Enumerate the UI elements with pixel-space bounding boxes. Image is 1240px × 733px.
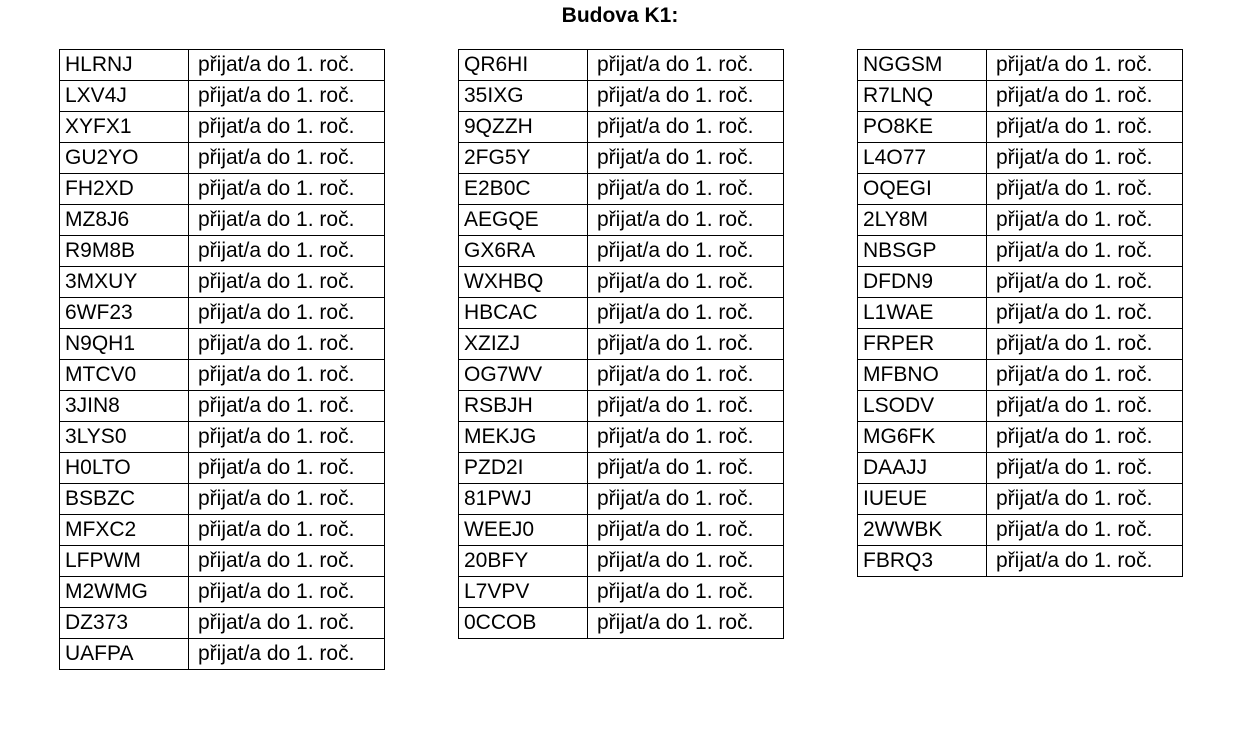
applicant-code: 0CCOB — [459, 608, 588, 639]
applicant-code: DZ373 — [60, 608, 189, 639]
admission-status: přijat/a do 1. roč. — [987, 546, 1183, 577]
table-row — [459, 236, 784, 267]
table-row — [459, 267, 784, 298]
table-row — [459, 546, 784, 577]
admission-status: přijat/a do 1. roč. — [189, 422, 385, 453]
applicant-code: 2LY8M — [858, 205, 987, 236]
applicant-code: GU2YO — [60, 143, 189, 174]
table-row — [858, 453, 1183, 484]
admission-status: přijat/a do 1. roč. — [588, 50, 784, 81]
table-row — [858, 143, 1183, 174]
table-row — [60, 205, 385, 236]
admission-status: přijat/a do 1. roč. — [987, 360, 1183, 391]
admission-status: přijat/a do 1. roč. — [588, 546, 784, 577]
table-row — [858, 50, 1183, 81]
table-row — [858, 112, 1183, 143]
admission-status: přijat/a do 1. roč. — [588, 205, 784, 236]
applicant-code: LFPWM — [60, 546, 189, 577]
applicant-code: DAAJJ — [858, 453, 987, 484]
applicant-code: MZ8J6 — [60, 205, 189, 236]
table-row — [459, 329, 784, 360]
table-row — [858, 422, 1183, 453]
applicant-code: 9QZZH — [459, 112, 588, 143]
table-row — [858, 360, 1183, 391]
admission-status: přijat/a do 1. roč. — [588, 453, 784, 484]
table-row — [858, 81, 1183, 112]
applicant-code: MFXC2 — [60, 515, 189, 546]
applicant-code: PO8KE — [858, 112, 987, 143]
applicant-code: 3MXUY — [60, 267, 189, 298]
table-row — [459, 422, 784, 453]
admission-status: přijat/a do 1. roč. — [588, 267, 784, 298]
admission-status: přijat/a do 1. roč. — [189, 143, 385, 174]
table-row — [459, 50, 784, 81]
applicant-code: 81PWJ — [459, 484, 588, 515]
table-row — [858, 329, 1183, 360]
applicant-code: QR6HI — [459, 50, 588, 81]
table-row — [60, 298, 385, 329]
applicant-code: MEKJG — [459, 422, 588, 453]
admission-status: přijat/a do 1. roč. — [189, 205, 385, 236]
applicant-code: BSBZC — [60, 484, 189, 515]
admission-status: přijat/a do 1. roč. — [588, 236, 784, 267]
applicant-code: 20BFY — [459, 546, 588, 577]
table-row — [858, 267, 1183, 298]
applicant-code: M2WMG — [60, 577, 189, 608]
table-row — [60, 639, 385, 670]
table-row — [858, 298, 1183, 329]
admission-status: přijat/a do 1. roč. — [987, 515, 1183, 546]
admission-status: přijat/a do 1. roč. — [189, 267, 385, 298]
admission-status: přijat/a do 1. roč. — [189, 484, 385, 515]
admission-status: přijat/a do 1. roč. — [189, 329, 385, 360]
admission-status: přijat/a do 1. roč. — [987, 112, 1183, 143]
admission-status: přijat/a do 1. roč. — [189, 236, 385, 267]
applicant-code: L1WAE — [858, 298, 987, 329]
admission-status: přijat/a do 1. roč. — [588, 484, 784, 515]
admission-status: přijat/a do 1. roč. — [189, 546, 385, 577]
applicant-code: PZD2I — [459, 453, 588, 484]
admission-status: přijat/a do 1. roč. — [987, 484, 1183, 515]
table-row — [60, 422, 385, 453]
applicant-code: HLRNJ — [60, 50, 189, 81]
admission-status: přijat/a do 1. roč. — [189, 577, 385, 608]
applicant-code: FBRQ3 — [858, 546, 987, 577]
admission-status: přijat/a do 1. roč. — [189, 50, 385, 81]
applicant-code: OQEGI — [858, 174, 987, 205]
admission-status: přijat/a do 1. roč. — [987, 329, 1183, 360]
applicant-code: WXHBQ — [459, 267, 588, 298]
table-row — [459, 577, 784, 608]
admission-status: přijat/a do 1. roč. — [987, 422, 1183, 453]
applicant-code: 3LYS0 — [60, 422, 189, 453]
table-row — [858, 391, 1183, 422]
table-row — [60, 50, 385, 81]
applicant-code: 35IXG — [459, 81, 588, 112]
applicant-code: GX6RA — [459, 236, 588, 267]
admission-status: přijat/a do 1. roč. — [987, 391, 1183, 422]
table-row — [60, 143, 385, 174]
applicant-code: AEGQE — [459, 205, 588, 236]
table-row — [858, 205, 1183, 236]
table-row — [459, 515, 784, 546]
applicant-code: LSODV — [858, 391, 987, 422]
admission-status: přijat/a do 1. roč. — [189, 81, 385, 112]
applicant-code: XYFX1 — [60, 112, 189, 143]
admission-table-2 — [458, 49, 784, 639]
admission-status: přijat/a do 1. roč. — [588, 298, 784, 329]
applicant-code: E2B0C — [459, 174, 588, 205]
admission-status: přijat/a do 1. roč. — [588, 391, 784, 422]
applicant-code: MG6FK — [858, 422, 987, 453]
applicant-code: 2FG5Y — [459, 143, 588, 174]
admission-status: přijat/a do 1. roč. — [588, 329, 784, 360]
applicant-code: L7VPV — [459, 577, 588, 608]
table-row — [858, 174, 1183, 205]
applicant-code: N9QH1 — [60, 329, 189, 360]
table-row — [60, 484, 385, 515]
applicant-code: R9M8B — [60, 236, 189, 267]
applicant-code: MFBNO — [858, 360, 987, 391]
admission-status: přijat/a do 1. roč. — [189, 639, 385, 670]
admission-status: přijat/a do 1. roč. — [189, 391, 385, 422]
applicant-code: XZIZJ — [459, 329, 588, 360]
applicant-code: DFDN9 — [858, 267, 987, 298]
table-row — [459, 143, 784, 174]
applicant-code: WEEJ0 — [459, 515, 588, 546]
applicant-code: R7LNQ — [858, 81, 987, 112]
applicant-code: OG7WV — [459, 360, 588, 391]
applicant-code: IUEUE — [858, 484, 987, 515]
admission-status: přijat/a do 1. roč. — [189, 453, 385, 484]
admission-status: přijat/a do 1. roč. — [588, 143, 784, 174]
table-row — [60, 329, 385, 360]
applicant-code: HBCAC — [459, 298, 588, 329]
applicant-code: 2WWBK — [858, 515, 987, 546]
applicant-code: RSBJH — [459, 391, 588, 422]
table-row — [858, 484, 1183, 515]
admission-status: přijat/a do 1. roč. — [189, 298, 385, 329]
table-row — [459, 174, 784, 205]
table-row — [858, 236, 1183, 267]
admission-status: přijat/a do 1. roč. — [987, 453, 1183, 484]
admission-status: přijat/a do 1. roč. — [987, 298, 1183, 329]
table-row — [60, 174, 385, 205]
table-row — [60, 267, 385, 298]
admission-status: přijat/a do 1. roč. — [588, 608, 784, 639]
table-row — [459, 81, 784, 112]
admission-status: přijat/a do 1. roč. — [987, 81, 1183, 112]
applicant-code: H0LTO — [60, 453, 189, 484]
table-row — [459, 360, 784, 391]
applicant-code: LXV4J — [60, 81, 189, 112]
admission-status: přijat/a do 1. roč. — [189, 112, 385, 143]
admission-table-1 — [59, 49, 385, 670]
admission-status: přijat/a do 1. roč. — [588, 112, 784, 143]
table-row — [60, 546, 385, 577]
page-title: Budova K1: — [561, 4, 679, 27]
admission-status: přijat/a do 1. roč. — [588, 360, 784, 391]
admission-status: přijat/a do 1. roč. — [588, 81, 784, 112]
table-row — [459, 205, 784, 236]
admission-status: přijat/a do 1. roč. — [987, 143, 1183, 174]
applicant-code: MTCV0 — [60, 360, 189, 391]
table-row — [60, 391, 385, 422]
table-row — [60, 360, 385, 391]
table-row — [858, 546, 1183, 577]
table-row — [459, 298, 784, 329]
table-row — [60, 515, 385, 546]
table-row — [459, 391, 784, 422]
admission-status: přijat/a do 1. roč. — [189, 515, 385, 546]
admission-status: přijat/a do 1. roč. — [987, 50, 1183, 81]
admission-status: přijat/a do 1. roč. — [588, 577, 784, 608]
admission-status: přijat/a do 1. roč. — [189, 174, 385, 205]
table-row — [60, 236, 385, 267]
table-row — [60, 608, 385, 639]
table-row — [459, 608, 784, 639]
table-row — [60, 577, 385, 608]
table-row — [459, 112, 784, 143]
applicant-code: 6WF23 — [60, 298, 189, 329]
applicant-code: FRPER — [858, 329, 987, 360]
applicant-code: 3JIN8 — [60, 391, 189, 422]
admission-status: přijat/a do 1. roč. — [588, 174, 784, 205]
table-row — [459, 453, 784, 484]
applicant-code: UAFPA — [60, 639, 189, 670]
admission-status: přijat/a do 1. roč. — [189, 360, 385, 391]
table-row — [60, 453, 385, 484]
admission-table-3 — [857, 49, 1183, 577]
applicant-code: L4O77 — [858, 143, 987, 174]
admission-status: přijat/a do 1. roč. — [987, 267, 1183, 298]
table-row — [60, 81, 385, 112]
table-row — [60, 112, 385, 143]
table-row — [858, 515, 1183, 546]
admission-status: přijat/a do 1. roč. — [987, 205, 1183, 236]
admission-status: přijat/a do 1. roč. — [189, 608, 385, 639]
admission-status: přijat/a do 1. roč. — [588, 422, 784, 453]
admission-status: přijat/a do 1. roč. — [588, 515, 784, 546]
admission-status: přijat/a do 1. roč. — [987, 174, 1183, 205]
applicant-code: FH2XD — [60, 174, 189, 205]
applicant-code: NBSGP — [858, 236, 987, 267]
admission-status: přijat/a do 1. roč. — [987, 236, 1183, 267]
applicant-code: NGGSM — [858, 50, 987, 81]
table-row — [459, 484, 784, 515]
